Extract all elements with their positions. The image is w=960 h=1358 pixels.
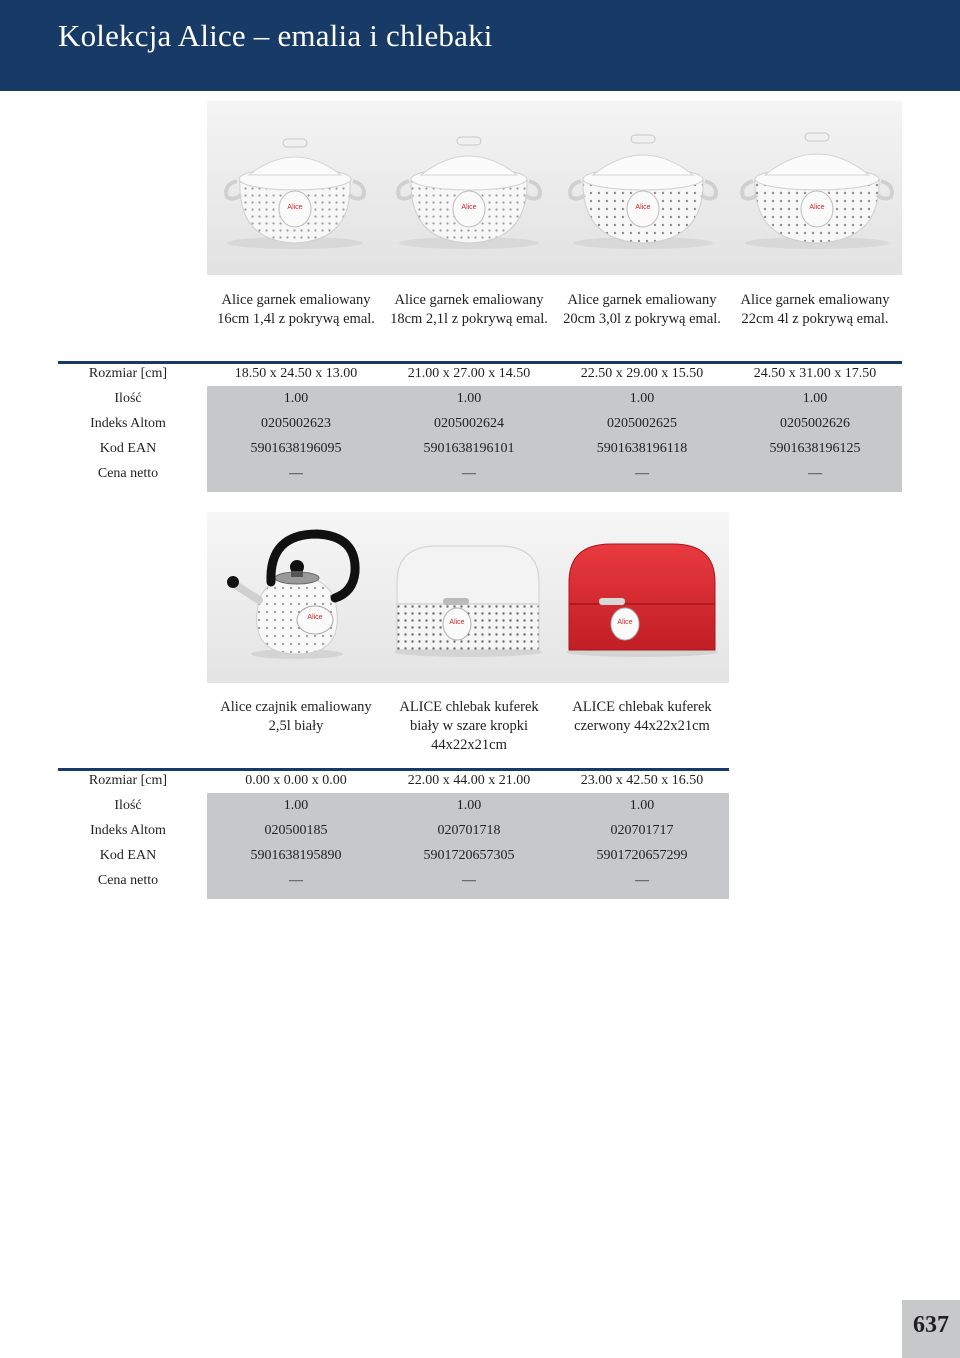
- cell-ilosc: 1.00: [456, 391, 482, 406]
- cell-ean: 5901720657299: [596, 848, 688, 863]
- product-photo-strip: [207, 101, 902, 275]
- product-name-line: Alice garnek emaliowany: [740, 292, 890, 308]
- cell-rozmiar: 0.00 x 0.00 x 0.00: [245, 773, 347, 788]
- product-name: [553, 291, 731, 329]
- cell-rozmiar: 22.50 x 29.00 x 15.50: [580, 366, 704, 381]
- row-label-ilosc: Ilość: [114, 798, 142, 813]
- product-name-line: czerwony 44x22x21cm: [574, 718, 710, 734]
- product-name-line: Alice garnek emaliowany: [394, 292, 544, 308]
- row-label-ilosc: Ilość: [114, 391, 142, 406]
- cell-cena: —: [635, 466, 649, 481]
- cell-indeks: 0205002623: [261, 416, 331, 431]
- product-name: [726, 291, 904, 329]
- row-label-cena: Cena netto: [97, 466, 159, 481]
- product-name: [207, 291, 385, 329]
- cell-indeks: 020701718: [437, 823, 501, 838]
- cell-ean: 5901638196095: [250, 441, 342, 456]
- product-name-line: 44x22x21cm: [431, 737, 507, 753]
- cell-ilosc: 1.00: [283, 391, 309, 406]
- cell-rozmiar: 21.00 x 27.00 x 14.50: [407, 366, 531, 381]
- product-name-line: biały w szare kropki: [410, 718, 528, 734]
- product-name-line: ALICE chlebak kuferek: [399, 699, 539, 715]
- row-label-indeks: Indeks Altom: [90, 416, 166, 431]
- cell-ilosc: 1.00: [456, 798, 482, 813]
- cell-ilosc: 1.00: [283, 798, 309, 813]
- svg-text:Alice: Alice: [635, 204, 651, 211]
- product-photo-strip: [207, 512, 729, 683]
- row-label-ean: Kod EAN: [99, 441, 157, 456]
- svg-text:Alice: Alice: [287, 204, 303, 211]
- product-name-line: Alice garnek emaliowany: [567, 292, 717, 308]
- cell-indeks: 0205002624: [434, 416, 504, 431]
- cell-cena: —: [462, 873, 476, 888]
- product-name: [553, 698, 731, 736]
- product-name-line: 16cm 1,4l z pokrywą emal.: [217, 311, 375, 327]
- cell-ean: 5901638196125: [769, 441, 861, 456]
- cell-ean: 5901638196101: [423, 441, 515, 456]
- cell-indeks: 020500185: [264, 823, 328, 838]
- cell-rozmiar: 23.00 x 42.50 x 16.50: [580, 773, 704, 788]
- svg-text:Alice: Alice: [461, 204, 477, 211]
- cell-indeks: 020701717: [610, 823, 674, 838]
- table-top-rule: [58, 361, 902, 364]
- row-label-indeks: Indeks Altom: [90, 823, 166, 838]
- product-name-line: 18cm 2,1l z pokrywą emal.: [390, 311, 548, 327]
- cell-cena: —: [635, 873, 649, 888]
- product-name-line: Alice garnek emaliowany: [221, 292, 371, 308]
- cell-rozmiar: 24.50 x 31.00 x 17.50: [753, 366, 877, 381]
- row-label-rozmiar: Rozmiar [cm]: [88, 366, 168, 381]
- svg-text:Alice: Alice: [809, 204, 825, 211]
- row-label-ean: Kod EAN: [99, 848, 157, 863]
- white-breadbox-image: [394, 546, 542, 657]
- cell-cena: —: [289, 873, 303, 888]
- cell-cena: —: [289, 466, 303, 481]
- page-title: Kolekcja Alice – emalia i chlebaki: [58, 18, 493, 53]
- product-name-line: 2,5l biały: [268, 718, 324, 734]
- cell-indeks: 0205002625: [607, 416, 677, 431]
- product-name: [380, 291, 558, 329]
- product-name-line: Alice czajnik emaliowany: [220, 699, 372, 715]
- product-name-line: 20cm 3,0l z pokrywą emal.: [563, 311, 721, 327]
- cell-ilosc: 1.00: [629, 798, 655, 813]
- page-header: [0, 0, 960, 91]
- cell-ilosc: 1.00: [629, 391, 655, 406]
- product-name: [380, 698, 558, 755]
- cell-indeks: 0205002626: [780, 416, 850, 431]
- row-label-cena: Cena netto: [97, 873, 159, 888]
- product-name-line: 22cm 4l z pokrywą emal.: [741, 311, 889, 327]
- product-name-line: ALICE chlebak kuferek: [572, 699, 712, 715]
- page-number-tab: [902, 1300, 960, 1358]
- page-number: 637: [913, 1312, 949, 1338]
- red-breadbox-image: [566, 544, 718, 657]
- cell-rozmiar: 22.00 x 44.00 x 21.00: [407, 773, 531, 788]
- svg-text:Alice: Alice: [617, 619, 633, 626]
- cell-ean: 5901638195890: [250, 848, 342, 863]
- cell-cena: —: [462, 466, 476, 481]
- svg-text:Alice: Alice: [307, 614, 323, 621]
- cell-rozmiar: 18.50 x 24.50 x 13.00: [234, 366, 358, 381]
- table-top-rule: [58, 768, 729, 771]
- cell-ilosc: 1.00: [802, 391, 828, 406]
- cell-cena: —: [808, 466, 822, 481]
- cell-ean: 5901638196118: [596, 441, 688, 456]
- svg-text:Alice: Alice: [449, 619, 465, 626]
- product-name: [207, 698, 385, 736]
- cell-ean: 5901720657305: [423, 848, 515, 863]
- row-label-rozmiar: Rozmiar [cm]: [88, 773, 168, 788]
